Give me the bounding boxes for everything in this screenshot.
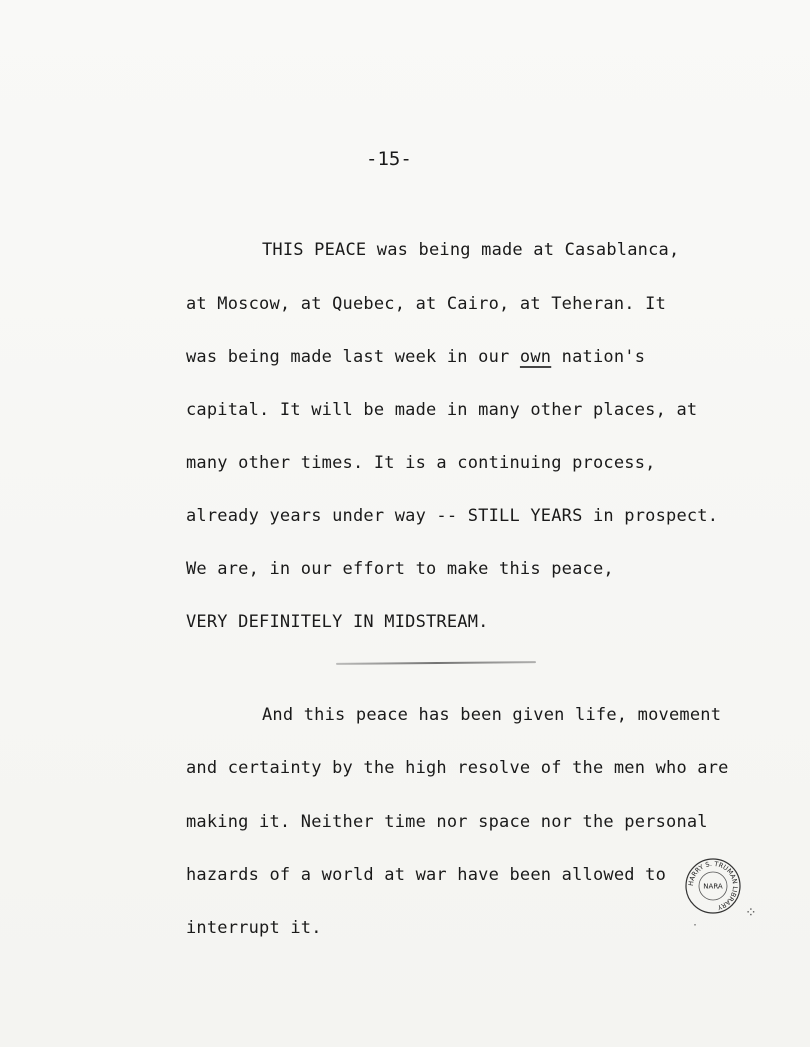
- truman-library-stamp-icon: [684, 857, 742, 915]
- paragraph-2-line-1: And this peace has been given life, movement: [262, 705, 722, 725]
- underlined-word-own: own: [519, 347, 552, 367]
- paragraph-1-line-4: capital. It will be made in many other places, at: [186, 400, 698, 420]
- section-divider: [336, 661, 536, 665]
- ink-speck: ·: [692, 920, 699, 931]
- page-number: -15-: [366, 148, 412, 170]
- line-3-before: was being made last week in our: [186, 347, 520, 367]
- paragraph-1-line-8: VERY DEFINITELY IN MIDSTREAM.: [186, 612, 489, 632]
- paragraph-2-line-4: hazards of a world at war have been allowed to: [186, 865, 667, 885]
- stamp-ring-text: HARRY S. TRUMAN LIBRARY: [686, 859, 740, 912]
- paragraph-2-line-5: interrupt it.: [186, 918, 322, 938]
- pencil-mark: ⁘: [745, 905, 757, 921]
- paragraph-2-line-3: making it. Neither time nor space nor the personal: [186, 812, 708, 832]
- paragraph-1-line-7: We are, in our effort to make this peace,: [186, 559, 614, 579]
- stamp-center-text: NARA: [703, 882, 723, 891]
- paragraph-1-line-5: many other times. It is a continuing process,: [186, 453, 656, 473]
- paragraph-2-line-2: and certainty by the high resolve of the men who are: [186, 758, 729, 778]
- line-3-after: nation's: [551, 347, 646, 367]
- paragraph-1-line-6: already years under way -- STILL YEARS in prospect.: [186, 506, 719, 526]
- paragraph-1-line-3: [186, 347, 645, 367]
- paragraph-1-line-2: at Moscow, at Quebec, at Cairo, at Teheran. It: [186, 294, 667, 314]
- paragraph-1-line-1: THIS PEACE was being made at Casablanca,: [262, 240, 680, 260]
